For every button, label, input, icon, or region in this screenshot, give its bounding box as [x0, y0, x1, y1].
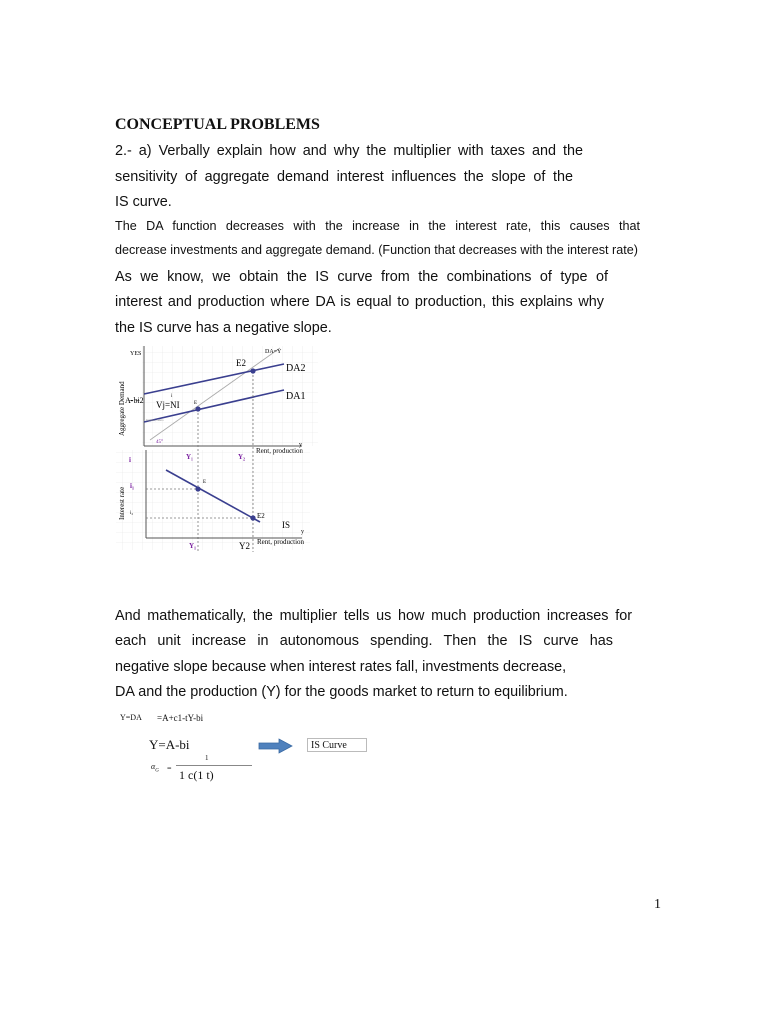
i2-label: i₂ — [130, 511, 134, 516]
para1-line-2: decrease investments and aggregate demand. (Function that decreases with the interest rate) — [115, 243, 638, 257]
question-line-3: IS curve. — [115, 194, 172, 210]
e2-label: E2 — [236, 358, 246, 368]
bottom-x-label: Rent, production — [257, 538, 305, 546]
bottom-grid — [116, 450, 310, 550]
vj-label: Vj=NI — [156, 400, 180, 410]
eq-alpha — [151, 762, 159, 774]
point-e-bottom — [195, 486, 200, 491]
intercept-label: A̶-b̶i2 — [125, 396, 144, 405]
eq-numerator: 1 — [205, 754, 209, 762]
bottom-y2-label: Y2 — [239, 541, 250, 551]
point-e — [195, 406, 200, 411]
interest-rate-panel — [116, 450, 310, 551]
eq-alpha-sub: G — [155, 768, 159, 774]
para1-line-1: The DA function decreases with the increase in the interest rate, this causes that — [115, 219, 640, 233]
top-yes-label: YES — [130, 351, 142, 357]
question-line-2: sensitivity of aggregate demand interest influences the slope of the — [115, 169, 573, 185]
question-line-1: 2.- a) Verbally explain how and why the multiplier with taxes and the — [115, 143, 583, 159]
is-curve-box: IS Curve — [307, 738, 367, 752]
angle-label: 45° — [156, 440, 163, 445]
para2-line-2: interest and production where DA is equal to production, this explains why — [115, 294, 604, 310]
arrow-icon — [258, 738, 294, 754]
eq-alpha-symbol: α — [151, 762, 156, 771]
para3-line-2: each unit increase in autonomous spending. Then the IS curve has — [115, 633, 613, 649]
para2-line-3: the IS curve has a negative slope. — [115, 320, 332, 336]
bottom-y-label: Interest rate — [118, 486, 126, 520]
bottom-x-axis-y: y — [301, 529, 304, 535]
para3-line-3: negative slope because when interest rates fall, investments decrease, — [115, 659, 567, 675]
small-i-label: i — [171, 394, 173, 399]
para2-line-1: As we know, we obtain the IS curve from the combinations of type of — [115, 269, 608, 285]
eq-main: Y=A-bi — [149, 737, 190, 752]
eq-y-da-right: =A+c1-tY-bi — [157, 713, 204, 723]
is-curve-figure — [112, 342, 322, 554]
da2-label: DA2 — [286, 363, 306, 374]
para3-line-1: And mathematically, the multiplier tells us how much production increases for — [115, 608, 632, 624]
top-x-axis-y: y — [299, 442, 302, 448]
bottom-y1-label: Y₁ — [189, 542, 197, 550]
da-y-label: DA=Y — [265, 349, 282, 355]
eq-denominator: 1 c(1 t) — [179, 768, 214, 782]
point-e2-bottom — [250, 515, 255, 520]
eq-equals: = — [167, 764, 172, 773]
top-y-label: Aggregate Demand — [118, 381, 126, 436]
bottom-i-axis-label: i — [129, 456, 131, 464]
da1-label: DA1 — [286, 391, 306, 402]
point-e2 — [250, 368, 255, 373]
para3-line-4: DA and the production (Y) for the goods market to return to equilibrium. — [115, 684, 568, 700]
eq-y-da-left: Y=DA — [120, 713, 142, 722]
bottom-e2-label: E2 — [257, 512, 265, 520]
small-gray-label: Ingreso, Gasto — [146, 418, 164, 422]
i1-label: i₁ — [130, 482, 135, 490]
bottom-e-label: E — [203, 480, 207, 485]
eq-fraction-bar — [176, 765, 252, 766]
is-label: IS — [282, 520, 291, 530]
page-number: 1 — [654, 897, 661, 912]
section-heading: CONCEPTUAL PROBLEMS — [115, 116, 320, 133]
e-label: E — [194, 401, 198, 406]
